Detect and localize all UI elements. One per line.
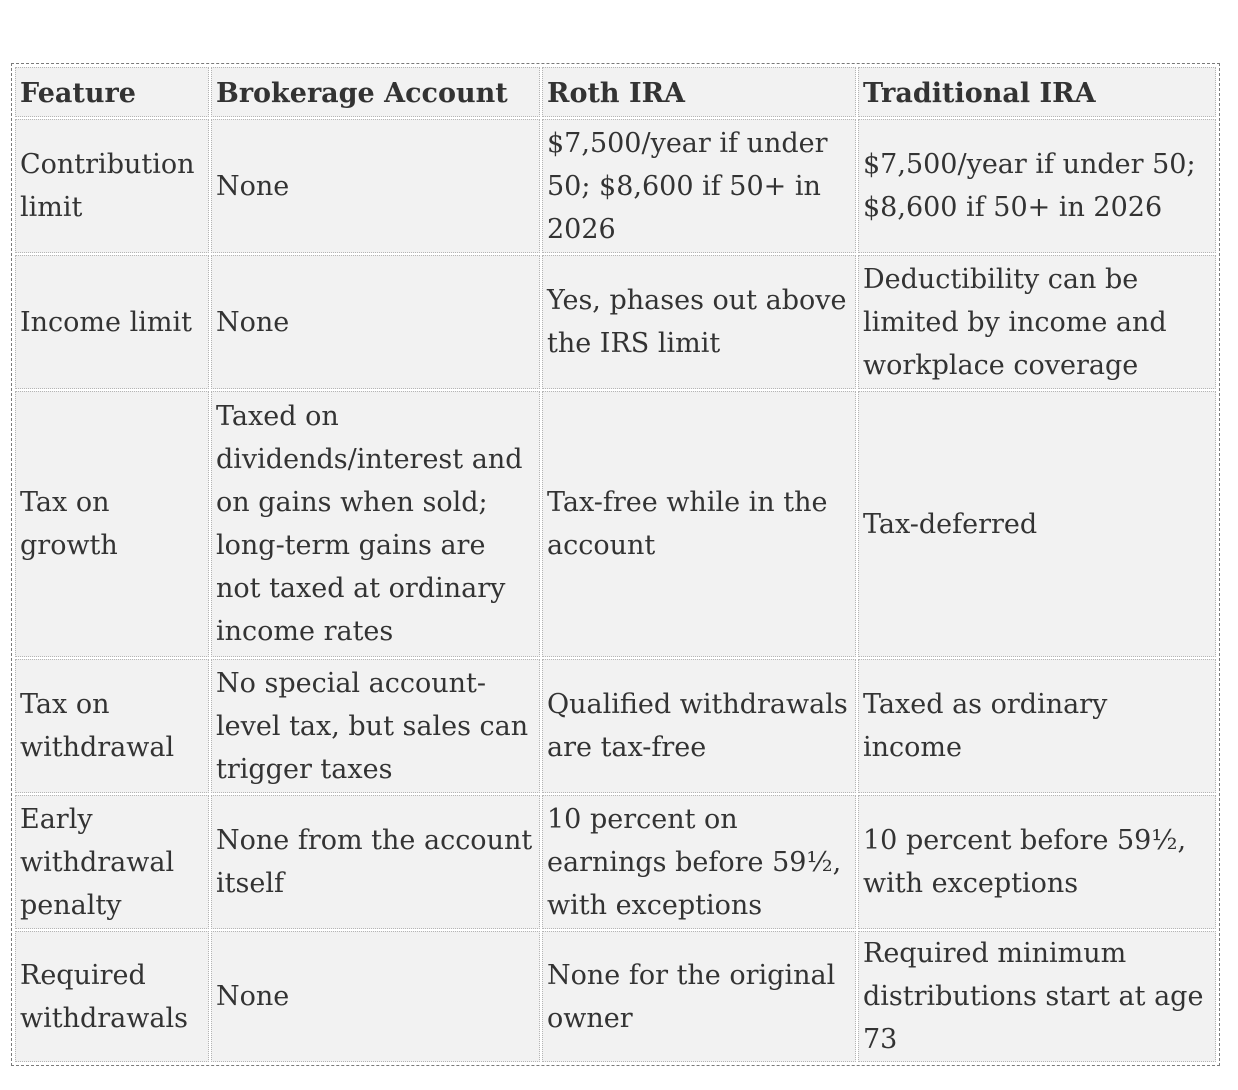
feature-cell: Required withdrawals [15, 931, 209, 1062]
table-row [15, 119, 1216, 253]
roth-ira-cell: Tax-free while in the account [542, 391, 856, 657]
table-header-row [15, 67, 1216, 117]
header-feature: Feature [15, 67, 209, 117]
feature-cell: Early withdrawal penalty [15, 795, 209, 929]
traditional-ira-cell: Taxed as ordinary income [858, 659, 1216, 793]
brokerage-cell: None [211, 931, 540, 1062]
traditional-ira-cell: 10 percent before 59½, with exceptions [858, 795, 1216, 929]
roth-ira-cell: Qualified withdrawals are tax-free [542, 659, 856, 793]
table-row [15, 255, 1216, 389]
table-row [15, 391, 1216, 657]
roth-ira-cell: 10 percent on earnings before 59½, with exceptions [542, 795, 856, 929]
brokerage-cell: No special account-level tax, but sales can trigger taxes [211, 659, 540, 793]
table-row [15, 931, 1216, 1062]
traditional-ira-cell: Tax-deferred [858, 391, 1216, 657]
feature-cell: Tax on growth [15, 391, 209, 657]
brokerage-cell: None from the account itself [211, 795, 540, 929]
table-row [15, 659, 1216, 793]
brokerage-cell: None [211, 119, 540, 253]
traditional-ira-cell: Deductibility can be limited by income and workplace coverage [858, 255, 1216, 389]
account-comparison-table [13, 65, 1218, 1064]
roth-ira-cell: None for the original owner [542, 931, 856, 1062]
header-brokerage-account: Brokerage Account [211, 67, 540, 117]
traditional-ira-cell: $7,500/year if under 50; $8,600 if 50+ in 2026 [858, 119, 1216, 253]
roth-ira-cell: Yes, phases out above the IRS limit [542, 255, 856, 389]
brokerage-cell: Taxed on dividends/interest and on gains when sold; long-term gains are not taxed at ordinary income rates [211, 391, 540, 657]
feature-cell: Contribution limit [15, 119, 209, 253]
table-row [15, 795, 1216, 929]
feature-cell: Income limit [15, 255, 209, 389]
header-roth-ira: Roth IRA [542, 67, 856, 117]
feature-cell: Tax on withdrawal [15, 659, 209, 793]
header-traditional-ira: Traditional IRA [858, 67, 1216, 117]
brokerage-cell: None [211, 255, 540, 389]
traditional-ira-cell: Required minimum distributions start at age 73 [858, 931, 1216, 1062]
roth-ira-cell: $7,500/year if under 50; $8,600 if 50+ in 2026 [542, 119, 856, 253]
comparison-table-container [11, 63, 1220, 1066]
